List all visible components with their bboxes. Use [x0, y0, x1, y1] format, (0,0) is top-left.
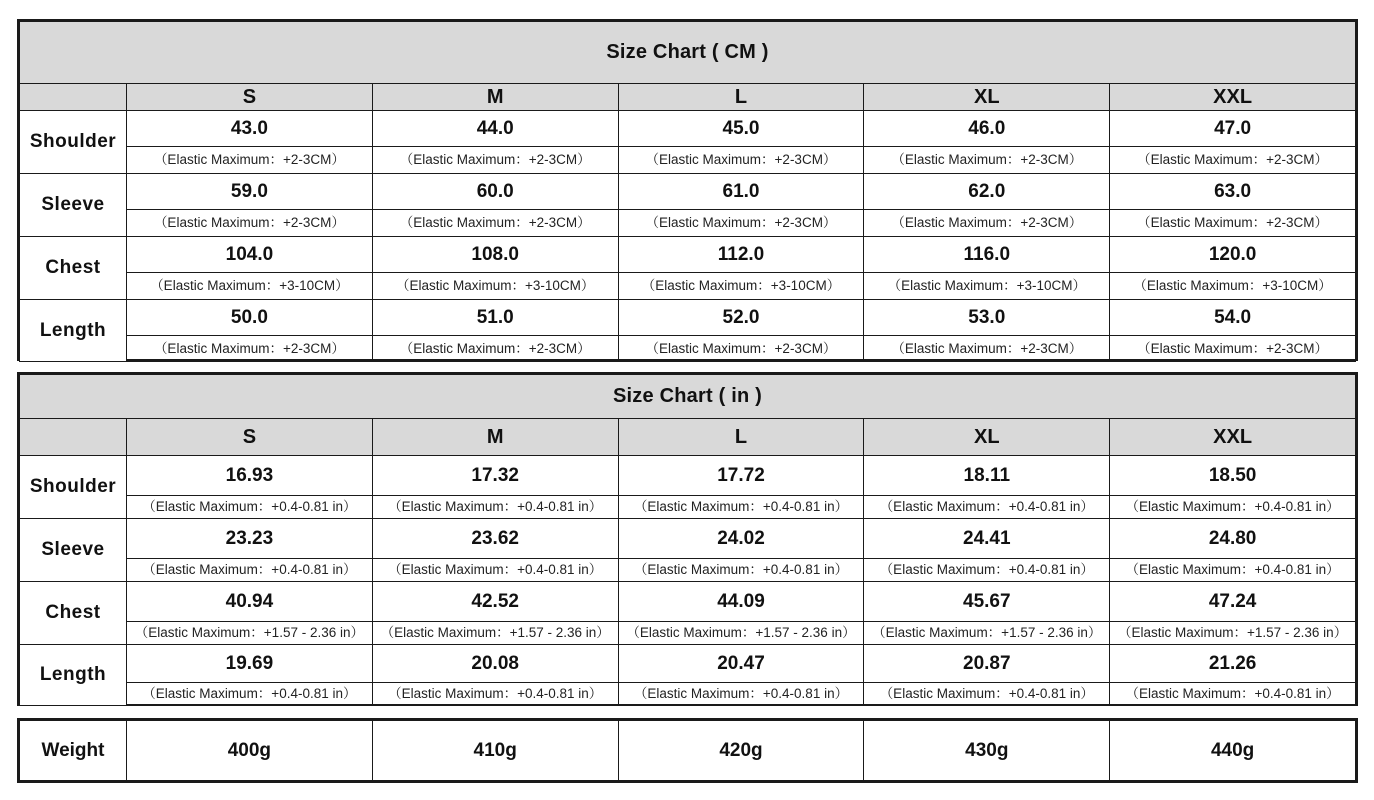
measurement-value: 116.0 — [864, 237, 1110, 273]
measurement-value: 16.93 — [127, 456, 373, 496]
measurement-value: 50.0 — [127, 300, 373, 336]
elastic-note: （Elastic Maximum：+2-3CM） — [1110, 336, 1356, 362]
elastic-note: （Elastic Maximum：+2-3CM） — [618, 336, 864, 362]
elastic-note: （Elastic Maximum：+2-3CM） — [864, 336, 1110, 362]
elastic-note: （Elastic Maximum：+0.4-0.81 in） — [127, 559, 373, 582]
elastic-note: （Elastic Maximum：+2-3CM） — [372, 147, 618, 174]
measurement-value: 45.67 — [864, 582, 1110, 622]
elastic-note: （Elastic Maximum：+3-10CM） — [864, 273, 1110, 300]
weight-value: 420g — [618, 721, 864, 781]
elastic-note: （Elastic Maximum：+0.4-0.81 in） — [618, 683, 864, 706]
elastic-note: （Elastic Maximum：+3-10CM） — [372, 273, 618, 300]
measurement-value: 108.0 — [372, 237, 618, 273]
corner-cell — [20, 84, 127, 111]
measurement-value: 24.02 — [618, 519, 864, 559]
weight-value: 440g — [1110, 721, 1356, 781]
measurement-value: 112.0 — [618, 237, 864, 273]
elastic-note: （Elastic Maximum：+0.4-0.81 in） — [1110, 683, 1356, 706]
row-label: Chest — [20, 237, 127, 300]
measurement-value: 44.0 — [372, 111, 618, 147]
weight-value: 410g — [372, 721, 618, 781]
measurement-value: 19.69 — [127, 645, 373, 683]
elastic-note: （Elastic Maximum：+2-3CM） — [864, 147, 1110, 174]
measurement-value: 20.08 — [372, 645, 618, 683]
measurement-value: 54.0 — [1110, 300, 1356, 336]
elastic-note: （Elastic Maximum：+1.57 - 2.36 in） — [372, 622, 618, 645]
elastic-note: （Elastic Maximum：+0.4-0.81 in） — [864, 496, 1110, 519]
weight-value: 430g — [864, 721, 1110, 781]
measurement-value: 43.0 — [127, 111, 373, 147]
elastic-note: （Elastic Maximum：+1.57 - 2.36 in） — [864, 622, 1110, 645]
row-label: Length — [20, 300, 127, 362]
elastic-note: （Elastic Maximum：+2-3CM） — [127, 147, 373, 174]
measurement-value: 20.87 — [864, 645, 1110, 683]
size-chart-in — [17, 372, 1358, 706]
elastic-note: （Elastic Maximum：+3-10CM） — [127, 273, 373, 300]
measurement-value: 21.26 — [1110, 645, 1356, 683]
elastic-note: （Elastic Maximum：+2-3CM） — [372, 336, 618, 362]
elastic-note: （Elastic Maximum：+1.57 - 2.36 in） — [618, 622, 864, 645]
elastic-note: （Elastic Maximum：+2-3CM） — [1110, 210, 1356, 237]
measurement-value: 60.0 — [372, 174, 618, 210]
elastic-note: （Elastic Maximum：+2-3CM） — [127, 336, 373, 362]
measurement-value: 18.11 — [864, 456, 1110, 496]
row-label: Sleeve — [20, 174, 127, 237]
elastic-note: （Elastic Maximum：+0.4-0.81 in） — [127, 496, 373, 519]
measurement-value: 46.0 — [864, 111, 1110, 147]
elastic-note: （Elastic Maximum：+3-10CM） — [1110, 273, 1356, 300]
measurement-value: 47.24 — [1110, 582, 1356, 622]
measurement-value: 18.50 — [1110, 456, 1356, 496]
elastic-note: （Elastic Maximum：+2-3CM） — [864, 210, 1110, 237]
measurement-value: 20.47 — [618, 645, 864, 683]
measurement-value: 17.32 — [372, 456, 618, 496]
measurement-value: 62.0 — [864, 174, 1110, 210]
elastic-note: （Elastic Maximum：+0.4-0.81 in） — [618, 559, 864, 582]
measurement-value: 53.0 — [864, 300, 1110, 336]
row-label: Length — [20, 645, 127, 706]
size-header: M — [372, 84, 618, 111]
size-header: L — [618, 419, 864, 456]
weight-table-grid — [19, 720, 1356, 781]
measurement-value: 59.0 — [127, 174, 373, 210]
elastic-note: （Elastic Maximum：+0.4-0.81 in） — [372, 683, 618, 706]
elastic-note: （Elastic Maximum：+0.4-0.81 in） — [1110, 559, 1356, 582]
elastic-note: （Elastic Maximum：+0.4-0.81 in） — [1110, 496, 1356, 519]
measurement-value: 24.41 — [864, 519, 1110, 559]
measurement-value: 52.0 — [618, 300, 864, 336]
elastic-note: （Elastic Maximum：+2-3CM） — [1110, 147, 1356, 174]
elastic-note: （Elastic Maximum：+3-10CM） — [618, 273, 864, 300]
row-label: Shoulder — [20, 111, 127, 174]
row-label: Sleeve — [20, 519, 127, 582]
measurement-value: 23.23 — [127, 519, 373, 559]
row-label: Chest — [20, 582, 127, 645]
elastic-note: （Elastic Maximum：+1.57 - 2.36 in） — [1110, 622, 1356, 645]
measurement-value: 47.0 — [1110, 111, 1356, 147]
row-label: Shoulder — [20, 456, 127, 519]
elastic-note: （Elastic Maximum：+2-3CM） — [372, 210, 618, 237]
size-chart-cm — [17, 19, 1358, 361]
elastic-note: （Elastic Maximum：+0.4-0.81 in） — [618, 496, 864, 519]
elastic-note: （Elastic Maximum：+1.57 - 2.36 in） — [127, 622, 373, 645]
weight-table — [17, 718, 1358, 783]
measurement-value: 51.0 — [372, 300, 618, 336]
measurement-value: 42.52 — [372, 582, 618, 622]
elastic-note: （Elastic Maximum：+2-3CM） — [127, 210, 373, 237]
measurement-value: 45.0 — [618, 111, 864, 147]
elastic-note: （Elastic Maximum：+0.4-0.81 in） — [127, 683, 373, 706]
size-header: S — [127, 419, 373, 456]
weight-value: 400g — [127, 721, 373, 781]
size-header: XL — [864, 419, 1110, 456]
measurement-value: 40.94 — [127, 582, 373, 622]
size-header: S — [127, 84, 373, 111]
corner-cell — [20, 419, 127, 456]
measurement-value: 23.62 — [372, 519, 618, 559]
size-chart-cm-table — [19, 21, 1356, 362]
measurement-value: 17.72 — [618, 456, 864, 496]
measurement-value: 44.09 — [618, 582, 864, 622]
size-header: L — [618, 84, 864, 111]
elastic-note: （Elastic Maximum：+0.4-0.81 in） — [864, 683, 1110, 706]
size-header: XL — [864, 84, 1110, 111]
size-header: XXL — [1110, 419, 1356, 456]
size-header: M — [372, 419, 618, 456]
weight-label: Weight — [20, 721, 127, 781]
chart-title: Size Chart ( CM ) — [20, 22, 1356, 84]
size-header: XXL — [1110, 84, 1356, 111]
measurement-value: 61.0 — [618, 174, 864, 210]
elastic-note: （Elastic Maximum：+2-3CM） — [618, 210, 864, 237]
size-chart-in-table — [19, 374, 1356, 706]
chart-title: Size Chart ( in ) — [20, 375, 1356, 419]
measurement-value: 63.0 — [1110, 174, 1356, 210]
elastic-note: （Elastic Maximum：+0.4-0.81 in） — [372, 496, 618, 519]
elastic-note: （Elastic Maximum：+2-3CM） — [618, 147, 864, 174]
elastic-note: （Elastic Maximum：+0.4-0.81 in） — [372, 559, 618, 582]
measurement-value: 24.80 — [1110, 519, 1356, 559]
measurement-value: 104.0 — [127, 237, 373, 273]
measurement-value: 120.0 — [1110, 237, 1356, 273]
elastic-note: （Elastic Maximum：+0.4-0.81 in） — [864, 559, 1110, 582]
